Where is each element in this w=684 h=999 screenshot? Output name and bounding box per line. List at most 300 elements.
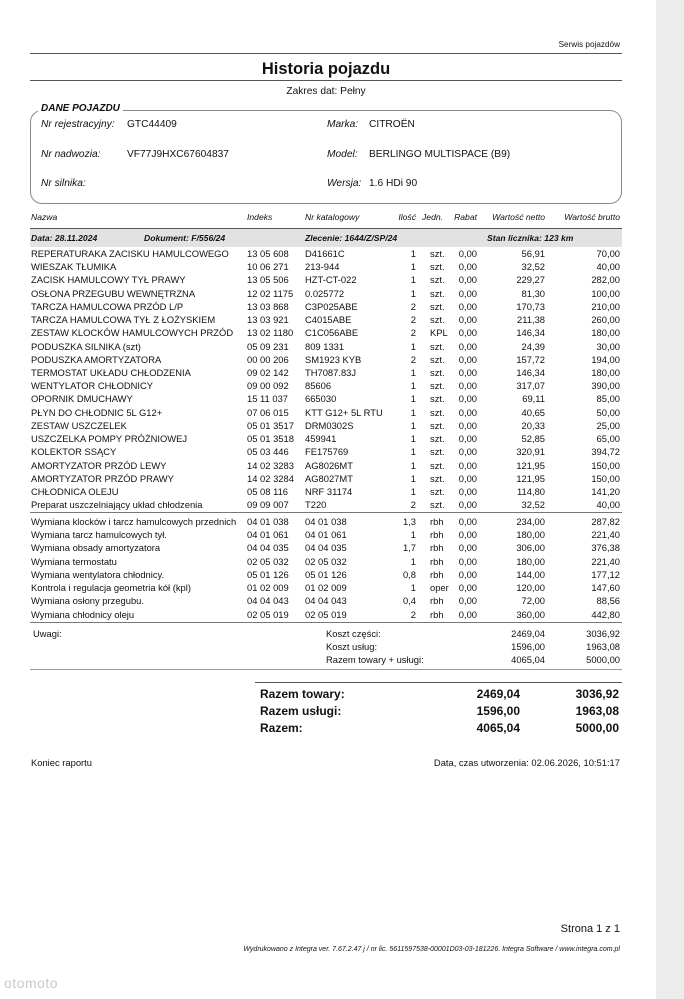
cell-index: 15 11 037 — [247, 393, 289, 405]
cell-qty: 2 — [410, 499, 416, 511]
cell-net: 32,52 — [521, 499, 545, 511]
vehicle-section-title: DANE POJAZDU — [38, 103, 123, 114]
cell-net: 317,07 — [516, 380, 545, 392]
cell-qty: 1 — [410, 582, 416, 594]
cell-net: 360,00 — [516, 608, 545, 620]
cell-discount: 0,00 — [458, 274, 477, 286]
cell-net: 146,34 — [516, 366, 545, 378]
cell-net: 157,72 — [516, 353, 545, 365]
cell-unit: rbh — [430, 555, 444, 567]
cell-name: Wymiana osłony przegubu. — [31, 595, 144, 607]
cell-unit: szt. — [430, 300, 445, 312]
col-catalog: Nr katalogowy — [305, 212, 360, 222]
services-cost-label: Koszt usług: — [326, 641, 378, 652]
cell-name: ZESTAW USZCZELEK — [31, 419, 127, 431]
cell-gross: 376,38 — [591, 542, 620, 554]
cell-unit: szt. — [430, 446, 445, 458]
cell-qty: 1 — [410, 459, 416, 471]
item-row — [30, 473, 622, 486]
cell-gross: 50,00 — [596, 406, 620, 418]
cell-index: 14 02 3284 — [247, 472, 294, 484]
cell-discount: 0,00 — [458, 327, 477, 339]
cell-name: WENTYLATOR CHŁODNICY — [31, 380, 154, 392]
order-sum-gross: 5000,00 — [586, 654, 620, 665]
end-of-report: Koniec raportu — [31, 757, 92, 768]
service-name: Serwis pojazdów — [558, 40, 620, 49]
cell-discount: 0,00 — [458, 248, 477, 259]
cell-index: 05 01 3518 — [247, 433, 294, 445]
cell-gross: 210,00 — [591, 300, 620, 312]
cell-net: 121,95 — [516, 472, 545, 484]
cell-index: 13 03 921 — [247, 314, 289, 326]
cell-name: WIESZAK TŁUMIKA — [31, 261, 117, 273]
grand-services-gross: 1963,08 — [575, 704, 619, 718]
cell-gross: 282,00 — [591, 274, 620, 286]
cell-net: 211,38 — [517, 314, 545, 326]
cell-gross: 180,00 — [591, 366, 620, 378]
cell-net: 320,91 — [516, 446, 545, 458]
cell-unit: rbh — [430, 542, 444, 554]
cell-unit: rbh — [430, 595, 444, 607]
cell-unit: rbh — [430, 529, 444, 541]
order-end-rule — [30, 669, 622, 670]
cell-gross: 147,60 — [591, 582, 620, 594]
cell-gross: 88,56 — [596, 595, 620, 607]
item-row — [30, 261, 622, 274]
services-cost-net: 1596,00 — [511, 641, 545, 652]
cell-catalog: AG8026MT — [305, 459, 353, 471]
cell-gross: 194,00 — [591, 353, 620, 365]
cell-catalog: SM1923 KYB — [305, 353, 362, 365]
order-number: Zlecenie: 1644/Z/SP/24 — [305, 233, 398, 243]
cell-net: 114,80 — [517, 485, 545, 497]
item-row — [30, 380, 622, 393]
cell-name: AMORTYZATOR PRZÓD PRAWY — [31, 472, 174, 484]
cell-catalog: TH7087.83J — [305, 366, 357, 378]
cell-unit: szt. — [430, 406, 445, 418]
cell-qty: 1 — [410, 419, 416, 431]
cell-name: KOLEKTOR SSĄCY — [31, 446, 117, 458]
cell-discount: 0,00 — [458, 516, 477, 527]
notes-label: Uwagi: — [33, 628, 62, 639]
cell-gross: 100,00 — [591, 287, 620, 299]
date-range: Zakres dat: Pełny — [286, 86, 366, 97]
cell-unit: szt. — [430, 419, 445, 431]
page-number: Strona 1 z 1 — [560, 923, 620, 935]
cell-index: 04 04 043 — [247, 595, 289, 607]
services-cost-gross: 1963,08 — [586, 641, 620, 652]
col-name: Nazwa — [31, 212, 58, 222]
cell-gross: 260,00 — [591, 314, 620, 326]
cell-gross: 221,40 — [591, 529, 620, 541]
make-value: CITROËN — [369, 119, 415, 130]
cell-discount: 0,00 — [458, 459, 477, 471]
grand-totals-rule — [255, 682, 622, 683]
cell-gross: 177,12 — [591, 568, 620, 580]
grand-total-gross: 5000,00 — [575, 721, 619, 735]
item-row — [30, 341, 622, 354]
parts-cost-net: 2469,04 — [511, 628, 545, 639]
cell-catalog: T220 — [305, 499, 327, 511]
header-bottom-rule — [30, 80, 622, 81]
cell-catalog: 04 01 038 — [305, 516, 347, 527]
cell-discount: 0,00 — [458, 608, 477, 620]
cell-qty: 1 — [410, 287, 416, 299]
order-date: Data: 28.11.2024 — [31, 233, 98, 243]
cell-name: OSŁONA PRZEGUBU WEWNĘTRZNA — [31, 287, 196, 299]
cell-unit: szt. — [430, 485, 445, 497]
cell-gross: 442,80 — [591, 608, 620, 620]
grand-total-net: 4065,04 — [476, 721, 520, 735]
service-row — [30, 582, 622, 595]
col-unit: Jedn. — [422, 212, 444, 222]
service-row — [30, 569, 622, 582]
cell-net: 32,52 — [521, 261, 545, 273]
cell-net: 120,00 — [516, 582, 545, 594]
cell-discount: 0,00 — [458, 419, 477, 431]
order-odometer: Stan licznika: 123 km — [487, 233, 574, 243]
cell-catalog: 459941 — [305, 433, 337, 445]
cell-name: PŁYN DO CHŁODNIC 5L G12+ — [31, 406, 163, 418]
item-row — [30, 499, 622, 513]
cell-catalog: 05 01 126 — [305, 568, 347, 580]
cell-discount: 0,00 — [458, 300, 477, 312]
cell-unit: szt. — [430, 459, 445, 471]
vin-value: VF77J9HXC67604837 — [127, 149, 229, 160]
cell-index: 00 00 206 — [247, 353, 289, 365]
cell-discount: 0,00 — [458, 472, 477, 484]
cell-catalog: C3P025ABE — [305, 300, 358, 312]
cell-unit: szt. — [430, 380, 445, 392]
cell-name: Wymiana chłodnicy oleju — [31, 608, 135, 620]
grand-total-label: Razem: — [260, 721, 303, 735]
parts-cost-gross: 3036,92 — [586, 628, 620, 639]
cell-index: 04 01 038 — [247, 516, 289, 527]
cell-index: 02 05 032 — [247, 555, 289, 567]
cell-catalog: NRF 31174 — [305, 485, 353, 497]
item-row — [30, 314, 622, 327]
service-row — [30, 609, 622, 623]
cell-net: 40,65 — [521, 406, 545, 418]
cell-unit: szt. — [430, 274, 445, 286]
cell-name: Wymiana tarcz hamulcowych tył. — [31, 529, 167, 541]
engine-label: Nr silnika: — [41, 178, 86, 189]
cell-unit: KPL — [430, 327, 448, 339]
item-row — [30, 393, 622, 406]
cell-catalog: D41661C — [305, 248, 345, 259]
cell-qty: 1 — [410, 248, 416, 259]
grand-goods-net: 2469,04 — [476, 687, 520, 701]
cell-qty: 2 — [410, 353, 416, 365]
cell-name: CHŁODNICA OLEJU — [31, 485, 119, 497]
cell-index: 05 08 116 — [247, 485, 289, 497]
cell-unit: szt. — [430, 353, 445, 365]
cell-catalog: 665030 — [305, 393, 337, 405]
cell-qty: 1 — [410, 380, 416, 392]
cell-qty: 2 — [410, 314, 416, 326]
service-row — [30, 516, 622, 529]
cell-qty: 0,4 — [402, 595, 416, 607]
cell-net: 180,00 — [516, 529, 545, 541]
cell-name: Wymiana obsady amortyzatora — [31, 542, 161, 554]
cell-qty: 0,8 — [402, 568, 416, 580]
cell-discount: 0,00 — [458, 353, 477, 365]
cell-gross: 221,40 — [591, 555, 620, 567]
item-row — [30, 446, 622, 459]
cell-catalog: 0.025772 — [305, 287, 345, 299]
item-row — [30, 486, 622, 499]
cell-net: 69,11 — [522, 393, 545, 405]
cell-index: 13 03 868 — [247, 300, 289, 312]
cell-unit: szt. — [430, 499, 445, 511]
printed-by: Wydrukowano z Integra ver. 7.67.2.47 j / nr lic. 5611597538-00001D03-03-181226. Integra Software / www.integra.com.pl — [243, 946, 620, 953]
cell-gross: 390,00 — [591, 380, 620, 392]
col-qty: Ilość — [398, 212, 416, 222]
grand-goods-gross: 3036,92 — [575, 687, 619, 701]
cell-net: 56,91 — [521, 248, 545, 259]
cell-qty: 1 — [410, 340, 416, 352]
cell-discount: 0,00 — [458, 595, 477, 607]
cell-qty: 1 — [410, 485, 416, 497]
report-title: Historia pojazdu — [261, 60, 391, 78]
cell-net: 81,30 — [521, 287, 545, 299]
cell-gross: 287,82 — [591, 516, 620, 527]
cell-unit: szt. — [430, 248, 445, 259]
make-label: Marka: — [327, 119, 359, 130]
cell-name: Kontrola i regulacja geometria kół (kpl) — [31, 582, 191, 594]
watermark: otomoto — [4, 975, 59, 991]
cell-unit: szt. — [430, 433, 445, 445]
cell-net: 234,00 — [516, 516, 545, 527]
cell-name: REPERATURAKA ZACISKU HAMULCOWEGO — [31, 248, 229, 259]
cell-index: 09 02 142 — [247, 366, 289, 378]
cell-qty: 2 — [410, 327, 416, 339]
item-row — [30, 274, 622, 287]
cell-net: 144,00 — [516, 568, 545, 580]
order-document: Dokument: F/556/24 — [144, 233, 226, 243]
service-row — [30, 529, 622, 542]
cell-net: 24,39 — [521, 340, 545, 352]
cell-net: 306,00 — [516, 542, 545, 554]
item-row — [30, 420, 622, 433]
cell-name: USZCZELKA POMPY PRÓŻNIOWEJ — [31, 433, 188, 445]
cell-qty: 1 — [410, 472, 416, 484]
cell-qty: 1 — [410, 261, 416, 273]
cell-index: 09 09 007 — [247, 499, 289, 511]
cell-net: 72,00 — [521, 595, 545, 607]
cell-net: 146,34 — [516, 327, 545, 339]
cell-index: 05 09 231 — [247, 340, 289, 352]
cell-index: 05 03 446 — [247, 446, 289, 458]
service-row — [30, 542, 622, 555]
cell-gross: 30,00 — [596, 340, 620, 352]
cell-unit: szt. — [430, 261, 445, 273]
cell-gross: 141,20 — [591, 485, 620, 497]
order-info-row — [30, 233, 622, 246]
cell-catalog: 04 04 043 — [305, 595, 347, 607]
cell-gross: 180,00 — [591, 327, 620, 339]
cell-discount: 0,00 — [458, 366, 477, 378]
cell-index: 13 05 608 — [247, 248, 289, 259]
cell-catalog: HZT-CT-022 — [305, 274, 357, 286]
cell-unit: szt. — [430, 340, 445, 352]
cell-name: TARCZA HAMULCOWA PRZÓD L/P — [31, 300, 184, 312]
cell-qty: 1,7 — [402, 542, 416, 554]
cell-qty: 2 — [410, 300, 416, 312]
cell-catalog: 01 02 009 — [305, 582, 347, 594]
cell-discount: 0,00 — [458, 433, 477, 445]
cell-index: 07 06 015 — [247, 406, 289, 418]
service-row — [30, 595, 622, 608]
cell-discount: 0,00 — [458, 555, 477, 567]
cell-catalog: C1C056ABE — [305, 327, 359, 339]
cell-catalog: KTT G12+ 5L RTU — [305, 406, 383, 418]
cell-discount: 0,00 — [458, 485, 477, 497]
cell-index: 02 05 019 — [247, 608, 289, 620]
cell-name: OPORNIK DMUCHAWY — [31, 393, 133, 405]
cell-net: 229,27 — [516, 274, 545, 286]
version-label: Wersja: — [327, 178, 362, 189]
cell-net: 20,33 — [521, 419, 545, 431]
order-sum-net: 4065,04 — [511, 654, 545, 665]
cell-gross: 65,00 — [596, 433, 620, 445]
cell-unit: rbh — [430, 516, 444, 527]
model-label: Model: — [327, 149, 358, 160]
vin-label: Nr nadwozia: — [41, 149, 101, 160]
cell-catalog: FE175769 — [305, 446, 349, 458]
cell-name: ZACISK HAMULCOWY TYŁ PRAWY — [31, 274, 186, 286]
cell-discount: 0,00 — [458, 261, 477, 273]
cell-index: 12 02 1175 — [247, 287, 294, 299]
cell-index: 09 00 092 — [247, 380, 289, 392]
cell-index: 01 02 009 — [247, 582, 289, 594]
vehicle-data-box — [30, 110, 622, 204]
page-edge — [656, 0, 684, 999]
item-row — [30, 460, 622, 473]
order-sum-label: Razem towary + usługi: — [326, 654, 424, 665]
cell-catalog: DRM0302S — [305, 419, 354, 431]
col-gross: Wartość brutto — [564, 212, 620, 222]
version-value: 1.6 HDi 90 — [369, 178, 418, 189]
cell-name: PODUSZKA SILNIKA (szt) — [31, 340, 141, 352]
cell-net: 121,95 — [516, 459, 545, 471]
reg-label: Nr rejestracyjny: — [41, 119, 115, 130]
cell-discount: 0,00 — [458, 406, 477, 418]
item-row — [30, 407, 622, 420]
cell-discount: 0,00 — [458, 582, 477, 594]
cell-qty: 1 — [410, 393, 416, 405]
cell-name: AMORTYZATOR PRZÓD LEWY — [31, 459, 167, 471]
parts-cost-label: Koszt części: — [326, 628, 381, 639]
cell-catalog: 85606 — [305, 380, 332, 392]
item-row — [30, 354, 622, 367]
cell-gross: 40,00 — [596, 499, 620, 511]
cell-name: ZESTAW KLOCKÓW HAMULCOWYCH PRZÓD — [31, 327, 234, 339]
cell-net: 52,85 — [521, 433, 545, 445]
cell-unit: rbh — [430, 608, 444, 620]
cell-discount: 0,00 — [458, 542, 477, 554]
cell-index: 13 05 506 — [247, 274, 289, 286]
cell-gross: 150,00 — [591, 459, 620, 471]
item-row — [30, 327, 622, 340]
cell-unit: szt. — [430, 393, 445, 405]
cell-name: Wymiana klocków i tarcz hamulcowych przednich — [31, 516, 237, 527]
cell-gross: 70,00 — [596, 248, 620, 259]
grand-goods-label: Razem towary: — [260, 687, 345, 701]
cell-gross: 150,00 — [591, 472, 620, 484]
cell-catalog: 213-944 — [305, 261, 340, 273]
cell-qty: 1 — [410, 366, 416, 378]
cell-qty: 1 — [410, 529, 416, 541]
item-row — [30, 248, 622, 261]
cell-index: 13 02 1180 — [247, 327, 294, 339]
item-row — [30, 288, 622, 301]
item-row — [30, 433, 622, 446]
cell-qty: 1 — [410, 555, 416, 567]
cell-catalog: AG8027MT — [305, 472, 353, 484]
cell-catalog: 04 04 035 — [305, 542, 347, 554]
cell-index: 10 06 271 — [247, 261, 289, 273]
item-row — [30, 301, 622, 314]
cell-unit: szt. — [430, 366, 445, 378]
cell-unit: rbh — [430, 568, 444, 580]
cell-name: Wymiana termostatu — [31, 555, 117, 567]
cell-discount: 0,00 — [458, 340, 477, 352]
cell-name: PODUSZKA AMORTYZATORA — [31, 353, 162, 365]
cell-discount: 0,00 — [458, 380, 477, 392]
cell-index: 05 01 126 — [247, 568, 289, 580]
grand-services-label: Razem usługi: — [260, 704, 342, 718]
cell-qty: 1 — [410, 406, 416, 418]
cell-name: TARCZA HAMULCOWA TYŁ Z ŁOŻYSKIEM — [31, 314, 216, 326]
cell-name: Preparat uszczelniający układ chłodzenia — [31, 499, 203, 511]
cell-net: 180,00 — [516, 555, 545, 567]
cell-unit: szt. — [430, 314, 445, 326]
cell-discount: 0,00 — [458, 287, 477, 299]
col-index: Indeks — [247, 212, 273, 222]
cell-catalog: 02 05 032 — [305, 555, 347, 567]
cell-index: 04 04 035 — [247, 542, 289, 554]
reg-value: GTC44409 — [127, 119, 177, 130]
cell-qty: 1 — [410, 433, 416, 445]
cell-gross: 394,72 — [591, 446, 620, 458]
cell-net: 170,73 — [516, 300, 545, 312]
cell-discount: 0,00 — [458, 568, 477, 580]
created-datetime: Data, czas utworzenia: 02.06.2026, 10:51:17 — [433, 757, 620, 768]
cell-qty: 2 — [410, 608, 416, 620]
cell-qty: 1 — [410, 446, 416, 458]
service-row — [30, 556, 622, 569]
item-row — [30, 367, 622, 380]
cell-unit: oper — [430, 582, 449, 594]
cell-qty: 1 — [410, 274, 416, 286]
cell-index: 04 01 061 — [247, 529, 289, 541]
cell-catalog: 02 05 019 — [305, 608, 347, 620]
col-discount: Rabat — [454, 212, 477, 222]
cell-qty: 1,3 — [402, 516, 416, 527]
cell-discount: 0,00 — [458, 393, 477, 405]
cell-unit: szt. — [430, 287, 445, 299]
cell-index: 14 02 3283 — [247, 459, 294, 471]
grand-services-net: 1596,00 — [476, 704, 520, 718]
cell-gross: 40,00 — [596, 261, 620, 273]
table-header — [30, 212, 622, 225]
cell-gross: 25,00 — [596, 419, 620, 431]
cell-discount: 0,00 — [458, 499, 477, 511]
cell-index: 05 01 3517 — [247, 419, 294, 431]
cell-discount: 0,00 — [458, 529, 477, 541]
header-top-rule — [30, 53, 622, 54]
